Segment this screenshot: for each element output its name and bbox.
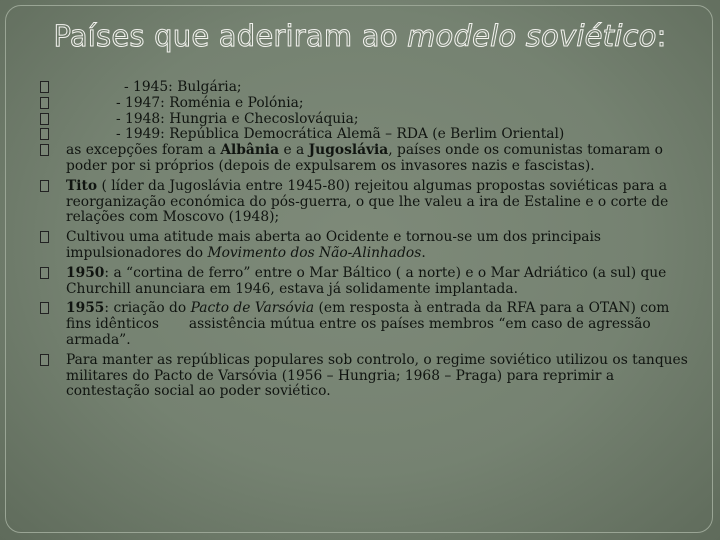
item-text: - 1947: Roménia e Polónia; [116,94,304,111]
list-item [40,179,690,226]
item-bold-text: 1955 [66,300,105,317]
square-bullet-icon [40,354,49,366]
item-italic-text: Pacto de Varsóvia [190,300,315,317]
list-item [40,301,690,348]
item-bold-text: Jugoslávia [308,142,389,159]
square-bullet-icon [40,81,49,93]
list-item [40,112,690,128]
slide-title [0,14,720,58]
square-bullet-icon [40,144,49,156]
item-text: . [421,244,426,261]
item-text: ( líder da Jugoslávia entre 1945-80) rejeitou algumas propostas soviéticas para a reorganização económica do pós-guerra, o que lhe valeu a ira de Estaline e o corte de relações com Moscovo (1948); [66,177,669,226]
item-text: assistência mútua entre os países membros “em caso de agressão armada”. [66,316,651,348]
title-prefix: Países que aderiram ao [53,19,408,53]
item-text: Cultivou uma atitude mais aberta ao Ocidente e tornou-se um dos principais impulsionadores do [66,229,602,261]
list-item [40,96,690,112]
item-text: - 1945: Bulgária; [124,79,242,95]
square-bullet-icon [40,267,49,279]
square-bullet-icon [40,231,49,243]
item-text: : criação do [104,300,191,317]
bullet-list [40,80,690,400]
list-item [40,266,690,298]
item-text: as excepções foram a [66,142,221,159]
list-item [40,230,690,262]
title-suffix: : [656,19,667,53]
item-bold-text: 1950 [66,264,105,281]
square-bullet-icon [40,302,49,314]
title-emphasis: modelo soviético [407,19,657,53]
item-text: e a [279,142,309,159]
item-italic-text: Movimento dos Não-Alinhados [207,244,422,261]
list-item [40,353,690,400]
item-text: : a “cortina de ferro” entre o Mar Báltico ( a norte) e o Mar Adriático (a sul) que Churchill anunciara em 1946, estava já solidamente implantada. [66,264,667,297]
square-bullet-icon [40,128,49,140]
list-item [40,80,690,96]
square-bullet-icon [40,180,49,192]
item-text: (em resposta à entrada da RFA para a OTAN) com fins idênticos [66,300,670,333]
square-bullet-icon [40,97,49,109]
item-text: Para manter as repúblicas populares sob controlo, o regime soviético utilizou os tanques militares do Pacto de Varsóvia (1956 – Hungria; 1968 – Praga) para reprimir a contestação social ao poder soviético. [66,351,688,400]
item-text: - 1949: República Democrática Alemã – RDA (e Berlim Oriental) [116,126,565,143]
item-bold-text: Tito [66,177,98,194]
item-bold-text: Albânia [220,142,280,159]
list-item [40,127,690,143]
item-text: - 1948: Hungria e Checoslováquia; [116,110,359,127]
square-bullet-icon [40,113,49,125]
list-item [40,143,690,175]
item-text: , países onde os comunistas tomaram o poder por si próprios (depois de expulsarem os invasores nazis e fascistas). [66,142,663,174]
